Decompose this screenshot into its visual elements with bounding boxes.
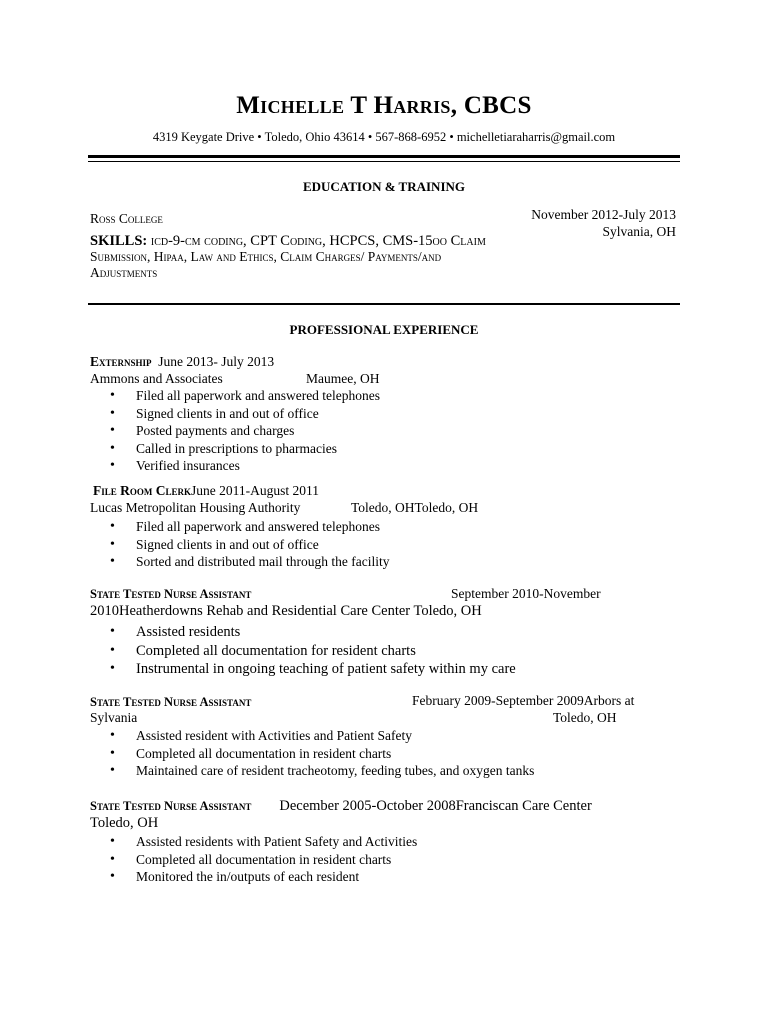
list-item: • Maintained care of resident tracheotomy, feeding tubes, and oxygen tanks — [110, 762, 534, 780]
skills-text-1: icd-9-cm coding, CPT Coding, HCPCS, CMS-15oo Claim — [150, 233, 486, 249]
job-5-duties — [110, 833, 417, 886]
list-item: • Completed all documentation in resident charts — [110, 851, 417, 869]
list-item: • Verified insurances — [110, 457, 380, 475]
job-3-employer-line: 2010Heatherdowns Rehab and Residential Care Center Toledo, OH — [90, 603, 482, 619]
job-2-dates: June 2011-August 2011 — [191, 483, 320, 498]
applicant-name: Michelle T Harris, CBCS — [236, 92, 532, 119]
job-2-title-line — [93, 483, 319, 499]
job-5-title-line — [90, 798, 592, 815]
contact-line: 4319 Keygate Drive • Toledo, Ohio 43614 • 567-868-6952 • michelletiaraharris@gmail.com — [152, 130, 616, 144]
job-1-title: Externship — [90, 354, 152, 369]
school-name: Ross College — [90, 211, 163, 226]
education-heading: EDUCATION & TRAINING — [302, 179, 466, 194]
education-location: Sylvania, OH — [602, 224, 676, 239]
list-item: • Assisted residents with Patient Safety and Activities — [110, 833, 417, 851]
job-2-location: Toledo, OHToledo, OH — [351, 500, 479, 515]
job-4-employer: Sylvania — [90, 710, 138, 725]
job-4-location: Toledo, OH — [553, 710, 617, 725]
skills-line-2: Submission, Hipaa, Law and Ethics, Claim Charges/ Payments/and — [90, 249, 442, 264]
skills-label: SKILLS: — [90, 233, 148, 249]
header-rule-thick — [88, 155, 680, 158]
list-item: • Monitored the in/outputs of each resident — [110, 868, 417, 886]
job-3-duties — [110, 623, 516, 679]
list-item: • Filed all paperwork and answered telephones — [110, 518, 389, 536]
job-2-duties — [110, 518, 389, 571]
list-item: • Filed all paperwork and answered telephones — [110, 387, 380, 405]
skills-line-3: Adjustments — [90, 265, 158, 280]
experience-heading: PROFESSIONAL EXPERIENCE — [289, 322, 479, 337]
job-5-location: Toledo, OH — [90, 815, 159, 831]
job-3-dates: September 2010-November — [451, 586, 601, 601]
education-dates: November 2012-July 2013 — [531, 207, 676, 222]
header-rule-thin — [88, 161, 680, 162]
list-item: • Completed all documentation in resident charts — [110, 745, 534, 763]
job-3-title: State Tested Nurse Assistant — [90, 587, 252, 601]
job-1-location: Maumee, OH — [306, 371, 380, 386]
list-item: • Assisted resident with Activities and Patient Safety — [110, 727, 534, 745]
job-1-duties — [110, 387, 380, 475]
list-item: • Signed clients in and out of office — [110, 536, 389, 554]
list-item: • Sorted and distributed mail through the facility — [110, 553, 389, 571]
list-item: • Posted payments and charges — [110, 422, 380, 440]
job-5-title: State Tested Nurse Assistant — [90, 799, 252, 813]
list-item: • Signed clients in and out of office — [110, 405, 380, 423]
list-item: • Instrumental in ongoing teaching of patient safety within my care — [110, 660, 516, 679]
job-1-dates: June 2013- July 2013 — [158, 354, 275, 369]
list-item: • Completed all documentation for resident charts — [110, 642, 516, 661]
list-item: • Called in prescriptions to pharmacies — [110, 440, 380, 458]
section-rule — [88, 303, 680, 305]
job-2-employer: Lucas Metropolitan Housing Authority — [90, 500, 301, 515]
job-5-dates: December 2005-October 2008Franciscan Care Center — [279, 798, 592, 814]
skills-line-1 — [90, 233, 486, 250]
job-4-dates: February 2009-September 2009Arbors at — [412, 693, 635, 708]
list-item: • Assisted residents — [110, 623, 516, 642]
job-4-title: State Tested Nurse Assistant — [90, 695, 252, 709]
job-2-title: File Room Clerk — [93, 483, 192, 498]
job-1-title-line — [90, 354, 274, 370]
job-1-employer: Ammons and Associates — [90, 371, 223, 386]
job-4-duties — [110, 727, 534, 780]
